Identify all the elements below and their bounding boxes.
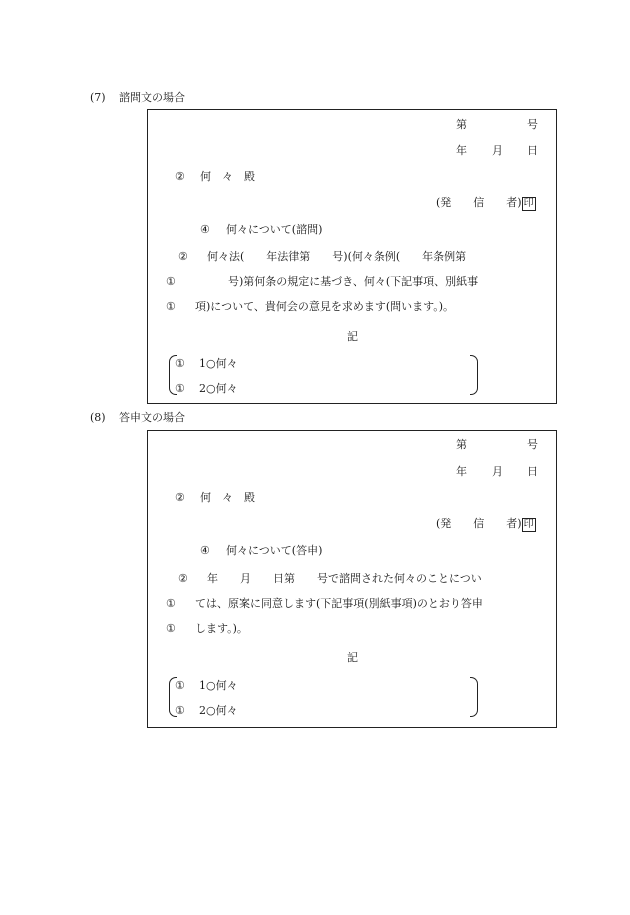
date-day: 日 [527, 465, 538, 478]
body-line: 何々法( 年法律第 号)(何々条例( 年条例第 [207, 250, 467, 263]
section-number: (8) [90, 411, 106, 424]
item-marker: ① [175, 382, 185, 395]
paragraph-marker: ② [178, 250, 188, 263]
date-year: 年 [456, 144, 467, 157]
subject-line: 何々について(答申) [226, 544, 323, 557]
item-marker: ① [175, 679, 185, 692]
paragraph-marker: ① [166, 622, 176, 635]
body-line: ては、原案に同意します(下記事項(別紙事項)のとおり答申 [195, 597, 483, 610]
paragraph-marker: ① [166, 275, 176, 288]
section-heading: 答申文の場合 [119, 411, 185, 424]
bracket-right [470, 677, 478, 717]
number-dai: 第 [456, 438, 467, 451]
list-item: 2○何々 [199, 382, 238, 395]
sender-name: (発 信 者) 印 [436, 196, 534, 209]
date-month: 月 [492, 465, 503, 478]
item-marker: ① [175, 357, 185, 370]
paragraph-marker: ④ [200, 544, 210, 557]
seal-mark: 印 [523, 519, 534, 530]
date-month: 月 [492, 144, 503, 157]
list-item: 1○何々 [199, 679, 238, 692]
addressee-name: 何 々 殿 [200, 491, 255, 504]
date-year: 年 [456, 465, 467, 478]
paragraph-marker: ④ [200, 223, 210, 236]
list-item: 2○何々 [199, 704, 238, 717]
list-item: 1○何々 [199, 357, 238, 370]
paragraph-marker: ① [166, 597, 176, 610]
body-line: 号)第何条の規定に基づき、何々(下記事項、別紙事 [195, 275, 479, 288]
subject-line: 何々について(諮問) [226, 223, 323, 236]
body-line: 項)について、貴何会の意見を求めます(問います。)。 [195, 300, 455, 313]
section-number: (7) [90, 91, 106, 104]
paragraph-marker: ② [175, 491, 185, 504]
sender-name: (発 信 者) 印 [436, 517, 534, 530]
ki-heading: 記 [347, 330, 358, 343]
number-dai: 第 [456, 118, 467, 131]
seal-mark: 印 [523, 198, 534, 209]
addressee-name: 何 々 殿 [200, 170, 255, 183]
body-line: します。)。 [195, 622, 248, 635]
number-go: 号 [527, 438, 538, 451]
bracket-right [470, 355, 478, 395]
date-day: 日 [527, 144, 538, 157]
number-go: 号 [527, 118, 538, 131]
ki-heading: 記 [347, 651, 358, 664]
paragraph-marker: ② [178, 572, 188, 585]
item-marker: ① [175, 704, 185, 717]
body-line: 年 月 日第 号で諮問された何々のことについ [207, 572, 482, 585]
paragraph-marker: ② [175, 170, 185, 183]
paragraph-marker: ① [166, 300, 176, 313]
section-heading: 諮問文の場合 [119, 91, 185, 104]
